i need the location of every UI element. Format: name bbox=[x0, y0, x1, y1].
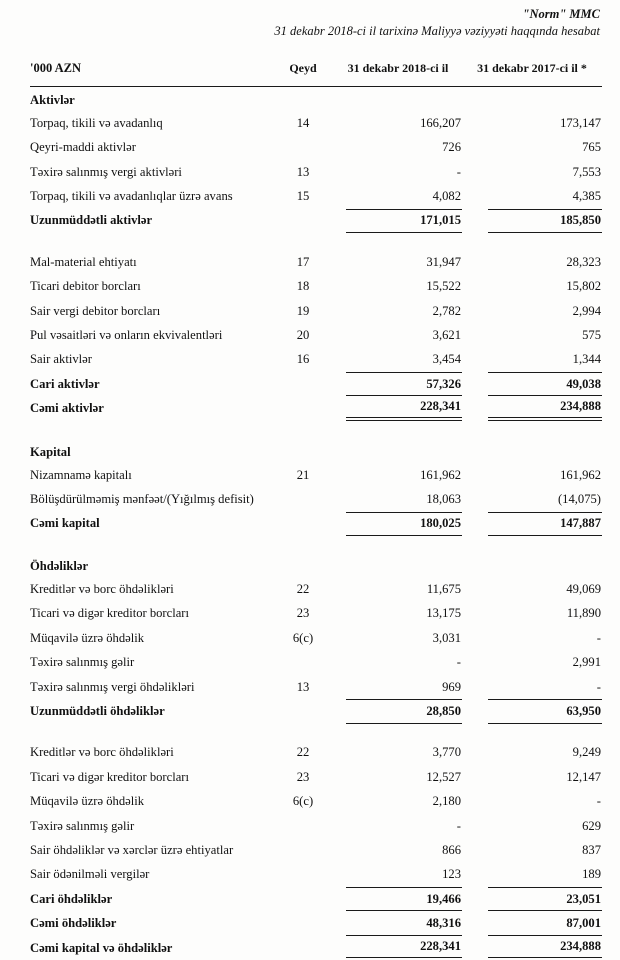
row-label: Uzunmüddətli aktivlər bbox=[30, 213, 153, 228]
col-header-note: Qeyd bbox=[289, 60, 317, 75]
value-2018 bbox=[346, 556, 462, 577]
value-2018: 228,341 bbox=[346, 936, 462, 960]
value-2018: 3,770 bbox=[432, 745, 461, 760]
value-2017: 2,991 bbox=[572, 655, 601, 670]
value-2017: 837 bbox=[582, 842, 601, 857]
row-label: Cəmi kapital bbox=[30, 516, 100, 531]
table-row bbox=[30, 136, 602, 160]
row-label: Kreditlər və borc öhdəlikləri bbox=[30, 745, 174, 760]
value-2018: 3,454 bbox=[432, 352, 461, 367]
value-2018: 3,031 bbox=[432, 630, 461, 645]
section-header-row bbox=[30, 553, 602, 577]
row-label: Cari aktivlər bbox=[30, 376, 100, 391]
row-note: 21 bbox=[296, 467, 310, 482]
row-note: 19 bbox=[296, 303, 310, 318]
row-note: 15 bbox=[296, 189, 310, 203]
row-label: Kapital bbox=[30, 444, 71, 459]
value-2017: 629 bbox=[582, 818, 601, 833]
row-label: Torpaq, tikili və avadanlıq bbox=[30, 115, 163, 130]
table-row bbox=[30, 863, 602, 887]
spacer-row bbox=[30, 724, 602, 741]
col-header-2017: 31 dekabr 2017-ci il * bbox=[477, 60, 587, 75]
table-row bbox=[30, 209, 602, 233]
row-note: 6(c) bbox=[292, 630, 314, 645]
row-label: Ticari debitor borcları bbox=[30, 279, 141, 294]
spacer-row bbox=[30, 233, 602, 250]
value-2018 bbox=[346, 90, 462, 111]
table-row bbox=[30, 250, 602, 274]
table-row bbox=[30, 184, 602, 208]
spacer-row bbox=[30, 421, 602, 438]
row-note: 20 bbox=[296, 327, 310, 342]
value-2017: 87,001 bbox=[488, 911, 602, 935]
value-2017 bbox=[488, 441, 602, 462]
value-2018: 2,180 bbox=[432, 794, 461, 809]
row-label: Sair aktivlər bbox=[30, 352, 92, 367]
value-2017 bbox=[488, 90, 602, 111]
table-row bbox=[30, 838, 602, 862]
row-note: 18 bbox=[296, 279, 310, 294]
row-label: Öhdəliklər bbox=[30, 559, 89, 574]
table-header-row bbox=[30, 55, 602, 87]
value-2018: 2,782 bbox=[432, 303, 461, 318]
row-note: 13 bbox=[296, 679, 310, 694]
row-label: Uzunmüddətli öhdəliklər bbox=[30, 704, 165, 719]
value-2018: 4,082 bbox=[432, 189, 461, 203]
table-row bbox=[30, 699, 602, 723]
value-2017: 575 bbox=[582, 327, 601, 342]
value-2017: 1,344 bbox=[572, 352, 601, 367]
row-note: 17 bbox=[296, 254, 310, 269]
value-2017: 11,890 bbox=[566, 606, 601, 621]
row-note: 22 bbox=[296, 745, 310, 760]
value-2017: 2,994 bbox=[572, 303, 601, 318]
row-label: Aktivlər bbox=[30, 92, 75, 107]
row-label: Bölüşdürülməmiş mənfəət/(Yığılmış defisit) bbox=[30, 491, 254, 506]
row-note: 13 bbox=[296, 164, 310, 179]
value-2018: - bbox=[456, 164, 461, 179]
value-2018: 969 bbox=[442, 679, 461, 694]
row-note: 22 bbox=[296, 582, 310, 597]
table-row bbox=[30, 911, 602, 935]
value-2017: 23,051 bbox=[488, 887, 602, 911]
table-row bbox=[30, 887, 602, 911]
value-2017: 9,249 bbox=[572, 745, 601, 760]
company-name: "Norm" MMC bbox=[522, 7, 600, 21]
value-2018: - bbox=[456, 818, 461, 833]
row-label: Cəmi öhdəliklər bbox=[30, 916, 117, 931]
row-note: 16 bbox=[296, 352, 310, 367]
value-2018 bbox=[346, 441, 462, 462]
row-label: Ticari və digər kreditor borcları bbox=[30, 606, 190, 621]
value-2018: - bbox=[456, 655, 461, 670]
value-2018: 31,947 bbox=[426, 254, 461, 269]
table-row bbox=[30, 372, 602, 396]
value-2018: 123 bbox=[442, 867, 461, 882]
row-label: Müqavilə üzrə öhdəlik bbox=[30, 630, 145, 645]
value-2017 bbox=[488, 556, 602, 577]
value-2017: - bbox=[596, 630, 601, 645]
table-row bbox=[30, 602, 602, 626]
row-note: 23 bbox=[296, 606, 310, 621]
value-2017: 189 bbox=[582, 867, 601, 882]
value-2017: 49,038 bbox=[488, 372, 602, 396]
value-2018: 726 bbox=[442, 140, 461, 155]
row-label: Nizamnamə kapitalı bbox=[30, 467, 132, 482]
row-label: Sair vergi debitor borcları bbox=[30, 303, 161, 318]
row-label: Müqavilə üzrə öhdəlik bbox=[30, 794, 145, 809]
table-row bbox=[30, 323, 602, 347]
value-2018: 13,175 bbox=[426, 606, 461, 621]
value-2018: 28,850 bbox=[346, 699, 462, 723]
table-row bbox=[30, 274, 602, 298]
row-label: Cəmi aktivlər bbox=[30, 401, 104, 416]
doc-subtitle: 31 dekabr 2018-ci il tarixinə Maliyyə vəziyyəti haqqında hesabat bbox=[274, 23, 600, 38]
value-2017: 4,385 bbox=[572, 189, 601, 203]
value-2017: 147,887 bbox=[488, 512, 602, 536]
row-label: Kreditlər və borc öhdəlikləri bbox=[30, 582, 174, 597]
row-label: Sair ödənilməli vergilər bbox=[30, 867, 150, 882]
row-label: Təxirə salınmış vergi aktivləri bbox=[30, 164, 182, 179]
value-2017: 765 bbox=[582, 140, 601, 155]
table-row bbox=[30, 675, 602, 699]
value-2018: 57,326 bbox=[346, 372, 462, 396]
table-row bbox=[30, 299, 602, 323]
row-label: Sair öhdəliklər və xərclər üzrə ehtiyatlar bbox=[30, 842, 234, 857]
row-label: Təxirə salınmış gəlir bbox=[30, 818, 135, 833]
section-header-row bbox=[30, 87, 602, 111]
value-2017: 185,850 bbox=[488, 209, 602, 233]
table-row bbox=[30, 396, 602, 421]
table-row bbox=[30, 626, 602, 650]
balance-sheet-table bbox=[30, 55, 602, 960]
value-2017: 234,888 bbox=[488, 396, 602, 421]
table-row bbox=[30, 463, 602, 487]
table-row bbox=[30, 741, 602, 765]
row-note: 14 bbox=[296, 115, 310, 130]
value-2018: 171,015 bbox=[346, 209, 462, 233]
section-header-row bbox=[30, 438, 602, 462]
row-note: 23 bbox=[296, 769, 310, 784]
value-2018: 228,341 bbox=[346, 396, 462, 421]
value-2018: 18,063 bbox=[426, 491, 461, 506]
value-2017: 161,962 bbox=[560, 467, 601, 482]
row-label: Mal-material ehtiyatı bbox=[30, 254, 137, 269]
value-2018: 48,316 bbox=[346, 911, 462, 935]
value-2017: 234,888 bbox=[488, 936, 602, 960]
value-2018: 161,962 bbox=[420, 467, 461, 482]
value-2018: 19,466 bbox=[346, 887, 462, 911]
table-row bbox=[30, 512, 602, 536]
table-row bbox=[30, 814, 602, 838]
value-2017: 12,147 bbox=[566, 769, 601, 784]
row-label: Pul vəsaitləri və onların ekvivalentləri bbox=[30, 327, 223, 342]
value-2017: 63,950 bbox=[488, 699, 602, 723]
table-body bbox=[30, 87, 602, 960]
value-2018: 11,675 bbox=[426, 582, 461, 597]
value-2017: (14,075) bbox=[557, 491, 601, 506]
col-header-2018: 31 dekabr 2018-ci il bbox=[347, 60, 449, 75]
value-2017: 49,069 bbox=[566, 582, 601, 597]
row-label: Cəmi kapital və öhdəliklər bbox=[30, 940, 173, 955]
table-row bbox=[30, 111, 602, 135]
value-2017: 28,323 bbox=[566, 254, 601, 269]
value-2017: - bbox=[596, 679, 601, 694]
table-row bbox=[30, 487, 602, 511]
col-header-unit: '000 AZN bbox=[30, 60, 82, 75]
value-2018: 180,025 bbox=[346, 512, 462, 536]
row-label: Qeyri-maddi aktivlər bbox=[30, 140, 136, 155]
table-row bbox=[30, 790, 602, 814]
value-2017: 15,802 bbox=[566, 279, 601, 294]
value-2018: 866 bbox=[442, 842, 461, 857]
row-label: Təxirə salınmış vergi öhdəlikləri bbox=[30, 679, 195, 694]
row-label: Ticari və digər kreditor borcları bbox=[30, 769, 190, 784]
table-row bbox=[30, 765, 602, 789]
doc-header bbox=[30, 6, 602, 40]
value-2018: 12,527 bbox=[426, 769, 461, 784]
table-row bbox=[30, 936, 602, 960]
table-row bbox=[30, 348, 602, 372]
spacer-row bbox=[30, 536, 602, 553]
value-2018: 3,621 bbox=[432, 327, 461, 342]
table-row bbox=[30, 651, 602, 675]
value-2017: 7,553 bbox=[572, 164, 601, 179]
table-row bbox=[30, 577, 602, 601]
row-label: Torpaq, tikili və avadanlıqlar üzrə avans bbox=[30, 189, 233, 203]
row-label: Cari öhdəliklər bbox=[30, 891, 113, 906]
value-2017: 173,147 bbox=[560, 115, 601, 130]
value-2018: 15,522 bbox=[426, 279, 461, 294]
table-row bbox=[30, 160, 602, 184]
row-label: Təxirə salınmış gəlir bbox=[30, 655, 135, 670]
row-note: 6(c) bbox=[292, 794, 314, 809]
value-2018: 166,207 bbox=[420, 115, 461, 130]
value-2017: - bbox=[596, 794, 601, 809]
